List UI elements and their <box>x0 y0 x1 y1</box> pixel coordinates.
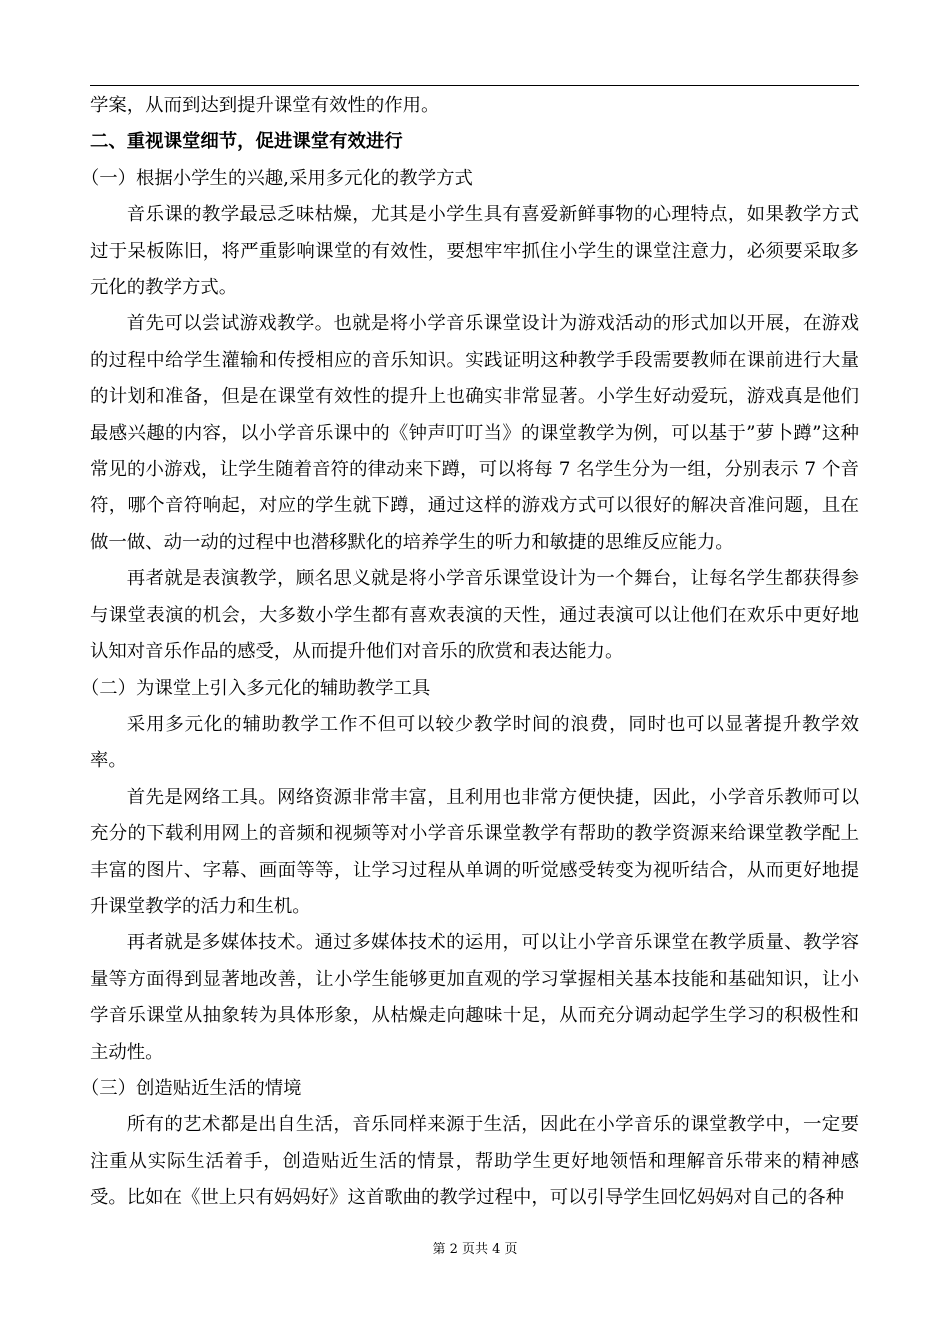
body-paragraph: 首先可以尝试游戏教学。也就是将小学音乐课堂设计为游戏活动的形式加以开展，在游戏的过程中给学生灌输和传授相应的音乐知识。实践证明这种教学手段需要教师在课前进行大量的计划和准备，但是在课堂有效性的提升上也确实非常显著。小学生好动爱玩，游戏真是他们最感兴趣的内容，以小学音乐课中的《钟声叮叮当》的课堂教学为例，可以基于”萝卜蹲”这种常见的小游戏，让学生随着音符的律动来下蹲，可以将每 7 名学生分为一组，分别表示 7 个音符，哪个音符响起，对应的学生就下蹲，通过这样的游戏方式可以很好的解决音准问题，且在做一做、动一动的过程中也潜移默化的培养学生的听力和敏捷的思维反应能力。 <box>90 313 859 553</box>
section-heading: 二、重视课堂细节，促进课堂有效进行 <box>90 131 403 153</box>
subsection-heading: （一）根据小学生的兴趣,采用多元化的教学方式 <box>80 167 473 189</box>
body-paragraph: 所有的艺术都是出自生活，音乐同样来源于生活，因此在小学音乐的课堂教学中，一定要注重从实际生活着手，创造贴近生活的情景，帮助学生更好地领悟和理解音乐带来的精神感受。比如在《世上只有妈妈好》这首歌曲的教学过程中，可以引导学生回忆妈妈对自己的各种 <box>90 1114 859 1209</box>
subsection-heading: （三）创造贴近生活的情境 <box>80 1077 302 1099</box>
paragraph-continuation: 学案，从而到达到提升课堂有效性的作用。 <box>90 95 440 116</box>
body-paragraph: 首先是网络工具。网络资源非常丰富，且利用也非常方便快捷，因此，小学音乐教师可以充分的下载利用网上的音频和视频等对小学音乐课堂教学有帮助的教学资源来给课堂教学配上丰富的图片、字幕、画面等等，让学习过程从单调的听觉感受转变为视听结合，从而更好地提升课堂教学的活力和生机。 <box>90 786 859 917</box>
header-rule <box>90 85 859 86</box>
page-body <box>80 88 859 1217</box>
body-paragraph: 再者就是多媒体技术。通过多媒体技术的运用，可以让小学音乐课堂在教学质量、教学容量等方面得到显著地改善，让小学生能够更加直观的学习掌握相关基本技能和基础知识，让小学音乐课堂从抽象转为具体形象，从枯燥走向趣味十足，从而充分调动起学生学习的积极性和主动性。 <box>90 932 859 1063</box>
page-footer: 第 2 页共 4 页 <box>432 1242 518 1257</box>
body-paragraph: 采用多元化的辅助教学工作不但可以较少教学时间的浪费，同时也可以显著提升教学效率。 <box>90 713 859 772</box>
body-paragraph: 再者就是表演教学，顾名思义就是将小学音乐课堂设计为一个舞台，让每名学生都获得参与课堂表演的机会，大多数小学生都有喜欢表演的天性，通过表演可以让他们在欢乐中更好地认知对音乐作品的感受，从而提升他们对音乐的欣赏和表达能力。 <box>90 568 859 663</box>
subsection-heading: （二）为课堂上引入多元化的辅助教学工具 <box>80 677 431 699</box>
body-paragraph: 音乐课的教学最忌乏味枯燥，尤其是小学生具有喜爱新鲜事物的心理特点，如果教学方式过于呆板陈旧，将严重影响课堂的有效性，要想牢牢抓住小学生的课堂注意力，必须要采取多元化的教学方式。 <box>90 204 859 299</box>
